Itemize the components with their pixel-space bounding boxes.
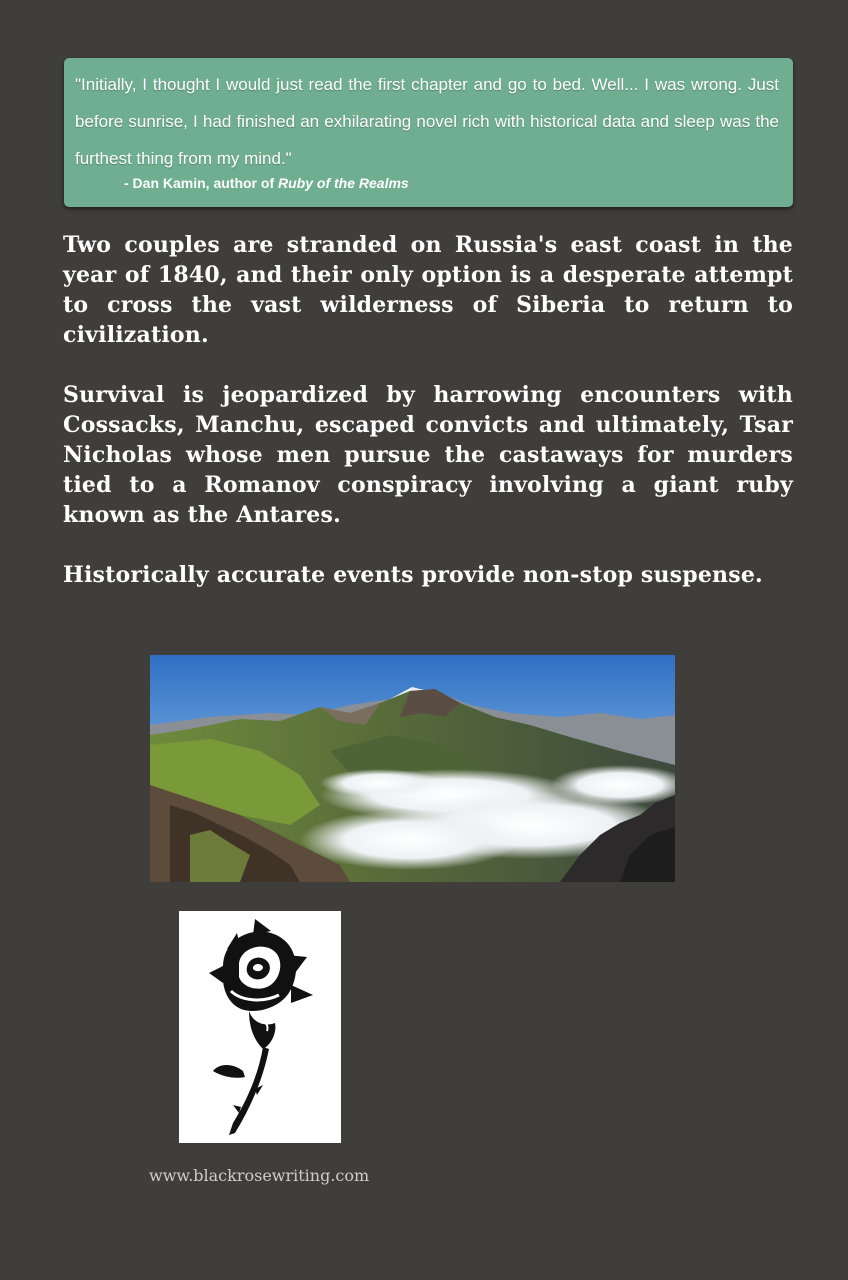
publisher-website: www.blackrosewriting.com [149, 1166, 370, 1185]
blurb-paragraph-3: Historically accurate events provide non-stop suspense. [63, 562, 763, 588]
review-quote-box [64, 58, 793, 207]
attribution-book-title: Ruby of the Realms [278, 175, 409, 191]
review-quote: "Initially, I thought I would just read the first chapter and go to bed. Well... I was wrong. Just before sunrise, I had finished an exhilarating novel rich with historical data and sleep was the furthest thing from my mind." [75, 75, 779, 168]
black-rose-logo [179, 911, 341, 1143]
mountain-landscape-photo [150, 655, 675, 882]
review-attribution [124, 175, 409, 191]
blurb-paragraph-1: Two couples are stranded on Russia's east coast in the year of 1840, and their only option is a desperate attempt to cross the vast wilderness of Siberia to return to civilization. [63, 232, 793, 348]
attribution-prefix: - Dan Kamin, author of [124, 175, 278, 191]
blurb-paragraph-2: Survival is jeopardized by harrowing encounters with Cossacks, Manchu, escaped convicts and ultimately, Tsar Nicholas whose men pursue the castaways for murders tied to a Romanov conspiracy involving a giant ruby known as the Antares. [63, 382, 793, 528]
